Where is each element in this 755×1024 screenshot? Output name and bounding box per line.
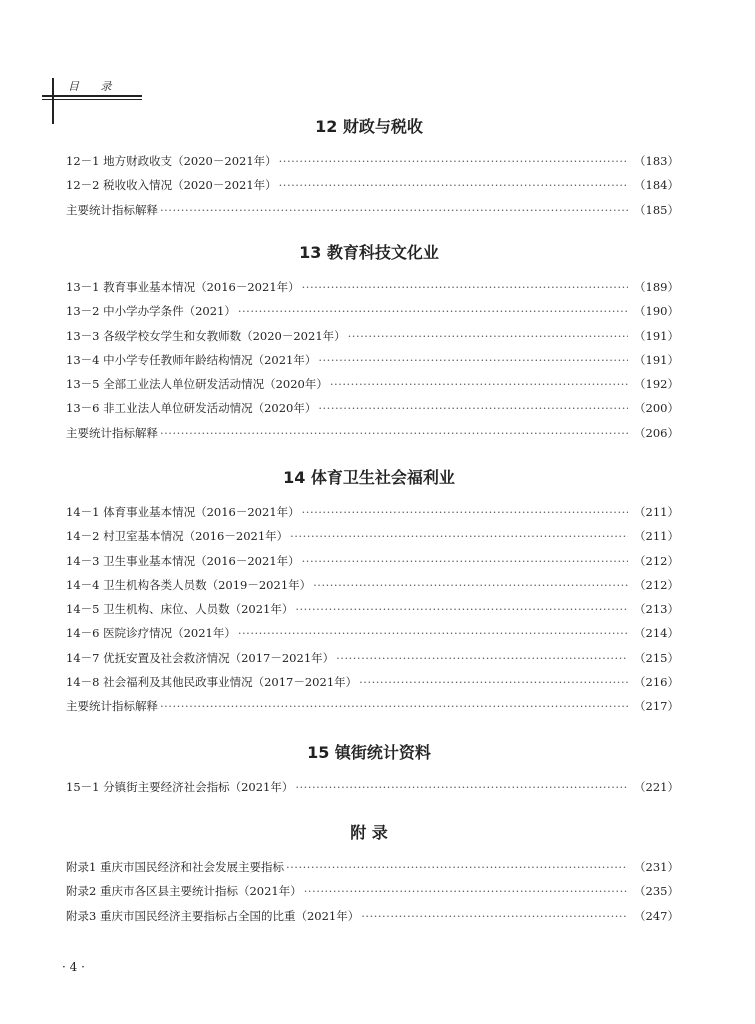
entry-page: （214）	[634, 626, 679, 641]
toc-entry[interactable]	[66, 549, 679, 573]
dot-leader	[359, 670, 628, 694]
toc-entry[interactable]	[66, 670, 679, 694]
toc-entry[interactable]	[66, 775, 679, 799]
entry-page: （189）	[634, 280, 679, 294]
entry-page: （200）	[634, 401, 679, 416]
toc-entry[interactable]	[66, 348, 679, 372]
entry-label: 14－8 社会福利及其他民政事业情况（2017－2021年）	[66, 675, 358, 690]
toc-entry[interactable]	[66, 879, 679, 903]
dot-leader	[279, 149, 628, 173]
entry-label: 12－1 地方财政收支（2020－2021年）	[66, 154, 277, 168]
entry-label: 14－5 卫生机构、床位、人员数（2021年）	[66, 602, 294, 617]
entry-page: （211）	[634, 529, 679, 544]
entry-label: 12－2 税收收入情况（2020－2021年）	[66, 178, 277, 193]
section-title: 附 录	[350, 823, 388, 842]
entry-label: 14－6 医院诊疗情况（2021年）	[66, 626, 236, 641]
toc-entry[interactable]	[66, 421, 679, 445]
dot-leader	[279, 173, 628, 197]
dot-leader	[295, 775, 628, 799]
entry-page: （192）	[634, 377, 679, 392]
toc-entry[interactable]	[66, 198, 679, 222]
entry-page: （217）	[634, 699, 679, 714]
toc-section	[66, 466, 679, 719]
entry-label: 附录3 重庆市国民经济主要指标占全国的比重（2021年）	[66, 908, 360, 923]
entry-page: （216）	[634, 675, 679, 690]
toc-entry[interactable]	[66, 173, 679, 197]
dot-leader	[348, 324, 628, 348]
entry-label: 13－5 全部工业法人单位研发活动情况（2020年）	[66, 377, 328, 392]
entry-label: 14－7 优抚安置及社会救济情况（2017－2021年）	[66, 650, 335, 665]
toc-section	[66, 115, 679, 222]
entry-page: （191）	[634, 352, 679, 367]
toc-entry[interactable]	[66, 524, 679, 548]
toc-entry[interactable]	[66, 299, 679, 323]
toc-entry[interactable]	[66, 324, 679, 348]
entry-label: 13－3 各级学校女学生和女教师数（2020－2021年）	[66, 328, 346, 343]
dot-leader	[302, 549, 628, 573]
entry-page: （235）	[634, 884, 679, 899]
dot-leader	[318, 348, 628, 372]
toc-entry[interactable]	[66, 149, 679, 173]
dot-leader	[238, 621, 628, 645]
entry-label: 14－1 体育事业基本情况（2016－2021年）	[66, 505, 300, 519]
entry-page: （231）	[634, 860, 679, 874]
entry-page: （247）	[634, 908, 679, 923]
toc-entry[interactable]	[66, 500, 679, 524]
page-number: · 4 ·	[62, 960, 85, 974]
dot-leader	[302, 275, 628, 299]
toc-entry[interactable]	[66, 597, 679, 621]
entry-label: 13－4 中小学专任教师年龄结构情况（2021年）	[66, 352, 317, 367]
toc-entry[interactable]	[66, 855, 679, 879]
entry-page: （221）	[634, 780, 679, 794]
dot-leader	[302, 500, 628, 524]
running-header-title: 目 录	[68, 80, 121, 93]
entry-page: （215）	[634, 650, 679, 665]
entry-page: （206）	[634, 425, 679, 440]
entry-label: 附录1 重庆市国民经济和社会发展主要指标	[66, 860, 284, 874]
entry-label: 主要统计指标解释	[66, 202, 158, 217]
entry-page: （211）	[634, 505, 679, 519]
toc-entry[interactable]	[66, 396, 679, 420]
toc-entry[interactable]	[66, 621, 679, 645]
entry-label: 13－1 教育事业基本情况（2016－2021年）	[66, 280, 300, 294]
entry-page: （212）	[634, 577, 679, 592]
dot-leader	[160, 421, 628, 445]
dot-leader	[160, 198, 628, 222]
toc-section	[66, 741, 679, 799]
entry-label: 主要统计指标解释	[66, 425, 158, 440]
header-rule	[42, 95, 142, 97]
entry-page: （212）	[634, 553, 679, 568]
dot-leader	[304, 879, 628, 903]
toc-section	[66, 821, 679, 928]
dot-leader	[313, 573, 628, 597]
toc-entry[interactable]	[66, 694, 679, 718]
section-title: 14 体育卫生社会福利业	[283, 468, 455, 487]
entry-page: （190）	[634, 304, 679, 319]
entry-page: （213）	[634, 602, 679, 617]
entry-label: 附录2 重庆市各区县主要统计指标（2021年）	[66, 884, 302, 899]
entry-label: 13－2 中小学办学条件（2021）	[66, 304, 236, 319]
toc-entry[interactable]	[66, 372, 679, 396]
entry-page: （191）	[634, 328, 679, 343]
toc-section	[66, 241, 679, 445]
entry-label: 主要统计指标解释	[66, 699, 158, 714]
entry-page: （185）	[634, 202, 679, 217]
entry-page: （183）	[634, 154, 679, 168]
entry-label: 14－2 村卫室基本情况（2016－2021年）	[66, 529, 289, 544]
dot-leader	[290, 524, 628, 548]
toc-entry[interactable]	[66, 904, 679, 928]
dot-leader	[295, 597, 628, 621]
toc-entry[interactable]	[66, 275, 679, 299]
entry-label: 14－4 卫生机构各类人员数（2019－2021年）	[66, 577, 312, 592]
entry-label: 15－1 分镇街主要经济社会指标（2021年）	[66, 780, 294, 794]
header-rule-thin	[42, 99, 142, 100]
entry-label: 13－6 非工业法人单位研发活动情况（2020年）	[66, 401, 317, 416]
dot-leader	[286, 855, 628, 879]
section-title: 12 财政与税收	[315, 117, 423, 136]
dot-leader	[160, 694, 628, 718]
entry-label: 14－3 卫生事业基本情况（2016－2021年）	[66, 553, 300, 568]
dot-leader	[318, 396, 628, 420]
header-vertical-rule	[52, 78, 54, 124]
toc-entry[interactable]	[66, 646, 679, 670]
dot-leader	[336, 646, 628, 670]
entry-page: （184）	[634, 178, 679, 193]
section-title: 15 镇街统计资料	[307, 743, 431, 762]
dot-leader	[238, 299, 628, 323]
dot-leader	[361, 904, 628, 928]
section-title: 13 教育科技文化业	[299, 243, 439, 262]
toc-entry[interactable]	[66, 573, 679, 597]
dot-leader	[330, 372, 628, 396]
